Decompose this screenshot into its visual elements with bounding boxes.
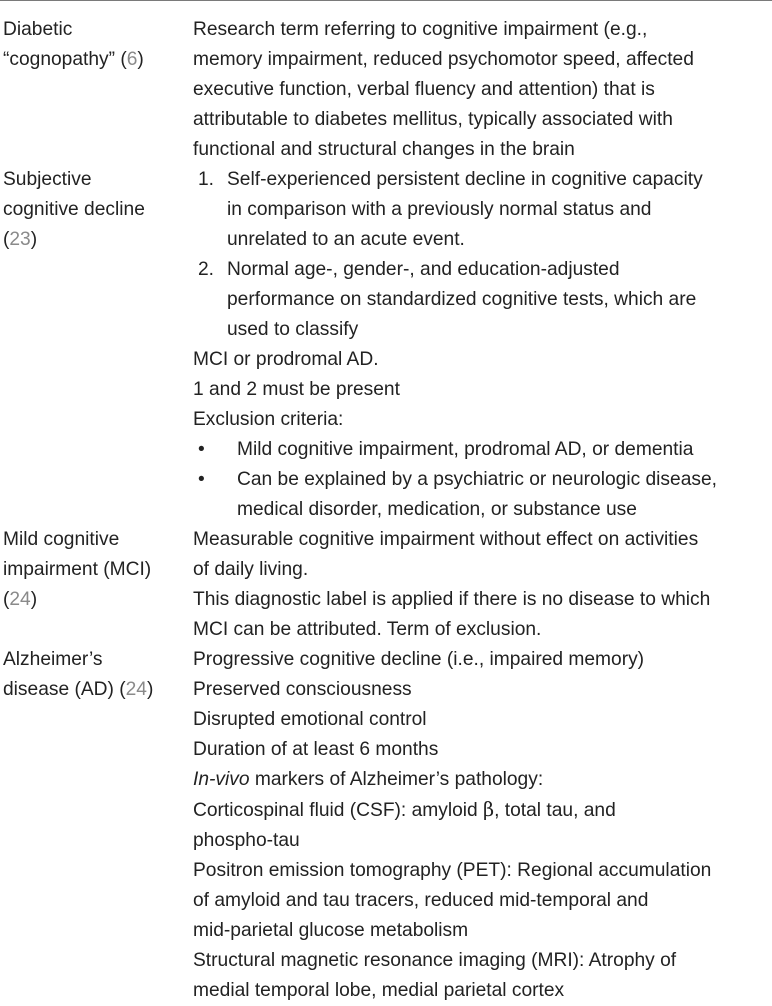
def-line: Progressive cognitive decline (i.e., impaired memory): [193, 649, 645, 670]
term-line: Alzheimer’s: [3, 649, 103, 670]
term-line: (24): [3, 589, 38, 610]
def-line: Duration of at least 6 months: [193, 739, 439, 760]
definitions-table: [3, 15, 772, 1006]
def-line: medical disorder, medication, or substance use: [237, 499, 637, 520]
table-top-rule: [0, 0, 772, 1]
citation-link[interactable]: 24: [125, 679, 147, 700]
def-line: mid-parietal glucose metabolism: [193, 920, 469, 941]
def-line: Mild cognitive impairment, prodromal AD, or dementia: [237, 439, 694, 460]
definition-cell: [193, 525, 772, 645]
def-line: Self-experienced persistent decline in cognitive capacity: [227, 169, 703, 190]
def-line: of daily living.: [193, 559, 309, 580]
definition-cell: [193, 15, 772, 165]
term-line: Mild cognitive: [3, 529, 120, 550]
bullet-icon: •: [198, 439, 205, 460]
def-line: Research term referring to cognitive impairment (e.g.,: [193, 19, 648, 40]
term-cell: [3, 645, 193, 705]
def-line: This diagnostic label is applied if there is no disease to which: [193, 589, 711, 610]
def-line: attributable to diabetes mellitus, typically associated with: [193, 109, 673, 130]
definition-cell: [193, 165, 772, 525]
def-line: phospho-tau: [193, 830, 300, 851]
def-line: memory impairment, reduced psychomotor speed, affected: [193, 49, 694, 70]
def-line: 1 and 2 must be present: [193, 379, 400, 400]
term-line: impairment (MCI): [3, 559, 152, 580]
def-line: in comparison with a previously normal status and: [227, 199, 652, 220]
def-line: In-vivo markers of Alzheimer’s pathology:: [193, 769, 544, 790]
table-row-subjective-cognitive-decline: [3, 165, 772, 525]
term-line: cognitive decline: [3, 199, 145, 220]
def-line: Disrupted emotional control: [193, 709, 427, 730]
def-line: performance on standardized cognitive tests, which are: [227, 289, 697, 310]
term-line: “cognopathy” (6): [3, 49, 144, 70]
def-line: Positron emission tomography (PET): Regional accumulation: [193, 860, 712, 881]
def-line: Measurable cognitive impairment without effect on activities: [193, 529, 699, 550]
table-row-diabetic-cognopathy: [3, 15, 772, 165]
def-line: medial temporal lobe, medial parietal cortex: [193, 980, 565, 1001]
def-line: of amyloid and tau tracers, reduced mid-temporal and: [193, 890, 649, 911]
item-number: 1.: [198, 169, 215, 190]
def-line: Can be explained by a psychiatric or neurologic disease,: [237, 469, 717, 490]
term-line: (23): [3, 229, 38, 250]
term-line: Subjective: [3, 169, 92, 190]
term-cell: [3, 15, 193, 75]
term-cell: [3, 525, 193, 615]
def-line: Exclusion criteria:: [193, 409, 344, 430]
table-row-mild-cognitive-impairment: [3, 525, 772, 645]
term-line: disease (AD) (24): [3, 679, 154, 700]
numbered-item: [193, 165, 772, 255]
def-line: MCI can be attributed. Term of exclusion.: [193, 619, 542, 640]
citation-link[interactable]: 6: [126, 49, 138, 70]
bullet-item: [193, 465, 772, 525]
table-row-alzheimers-disease: [3, 645, 772, 1006]
item-number: 2.: [198, 259, 215, 280]
definition-cell: [193, 645, 772, 1006]
citation-link[interactable]: 24: [9, 589, 31, 610]
def-line: functional and structural changes in the brain: [193, 139, 575, 160]
beta-symbol: β: [483, 798, 495, 821]
def-line: unrelated to an acute event.: [227, 229, 465, 250]
citation-link[interactable]: 23: [9, 229, 31, 250]
term-cell: [3, 165, 193, 255]
term-line: Diabetic: [3, 19, 73, 40]
bullet-icon: •: [198, 469, 205, 490]
def-line: MCI or prodromal AD.: [193, 349, 379, 370]
numbered-item: [193, 255, 772, 345]
def-line: executive function, verbal fluency and attention) that is: [193, 79, 655, 100]
def-line: Preserved consciousness: [193, 679, 412, 700]
def-line: Structural magnetic resonance imaging (MRI): Atrophy of: [193, 950, 677, 971]
def-line: Corticospinal fluid (CSF): amyloid β, total tau, and: [193, 798, 616, 821]
def-line: used to classify: [227, 319, 359, 340]
bullet-item: [193, 435, 772, 465]
def-line: Normal age-, gender-, and education-adjusted: [227, 259, 620, 280]
